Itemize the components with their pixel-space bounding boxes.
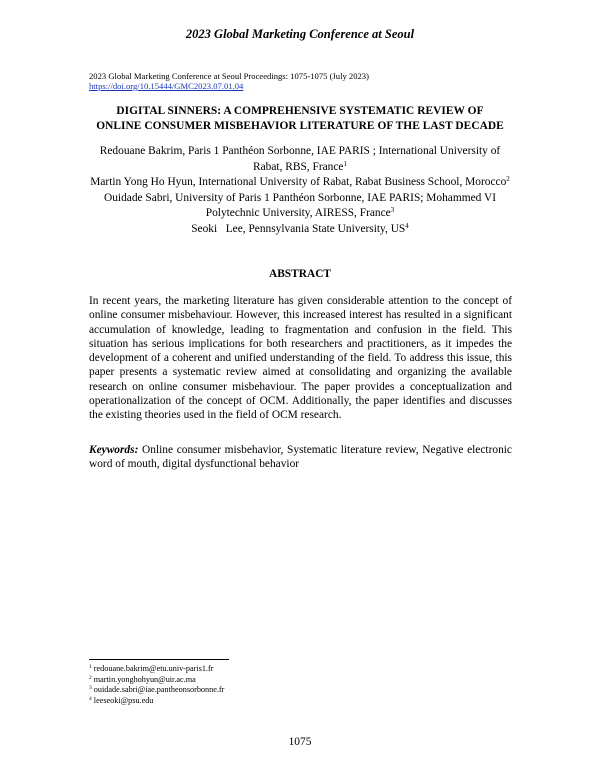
paper-title-line-1: DIGITAL SINNERS: A COMPREHENSIVE SYSTEMATIC REVIEW OF xyxy=(116,105,484,117)
footnote-email: martin.yonghohyun@uir.ac.ma xyxy=(91,674,196,684)
footnote-email: leeseoki@psu.edu xyxy=(91,695,154,705)
footnote-email: redouane.bakrim@etu.univ-paris1.fr xyxy=(91,664,214,673)
proceedings-citation: 2023 Global Marketing Conference at Seoul Proceedings: 1075-1075 (July 2023) xyxy=(89,71,369,81)
keywords-label: Keywords: xyxy=(89,444,139,456)
author-affiliation: Martin Yong Ho Hyun, International University of Rabat, Rabat Business School, Morocco xyxy=(90,176,507,189)
author-entry xyxy=(85,175,515,191)
author-affiliation: Seoki Lee, Pennsylvania State University, US xyxy=(191,222,406,235)
author-entry xyxy=(85,222,515,238)
footnote-divider xyxy=(89,659,229,660)
author-affiliation: Ouidade Sabri, University of Paris 1 Panthéon Sorbonne, IAE PARIS; Mohammed VI Polytechnic University, AIRESS, France xyxy=(104,191,496,220)
author-entry xyxy=(85,191,515,222)
footnote-mark: 4 xyxy=(405,221,409,230)
footnotes xyxy=(89,664,224,706)
footnote-email: ouidade.sabri@iae.pantheonsorbonne.fr xyxy=(91,685,225,695)
footnote-item xyxy=(89,675,224,686)
abstract-heading: ABSTRACT xyxy=(268,268,332,280)
footnote-number: 2 xyxy=(89,674,92,681)
abstract-body: In recent years, the marketing literature has given considerable attention to the concept of online consumer misbehaviour. However, this increased interest has resulted in a significant accumulation of knowledge, leading to fragmentation and confusion in the field. This situation has serious implications for both researchers and practitioners, as it impedes the development of a coherent and unified understanding of the field. To address this issue, this paper presents a systematic review aimed at consolidating and organizing the available research on online consumer misbehaviour. The paper provides a conceptualization and operationalization of the concept of OCM. Additionally, the paper identifies and discusses the existing theories used in the field of OCM research. xyxy=(89,295,512,422)
author-entry xyxy=(85,144,515,175)
page-number: 1075 xyxy=(288,736,312,748)
paper-title xyxy=(80,104,520,133)
footnote-mark: 2 xyxy=(506,175,510,184)
keywords-paragraph xyxy=(89,443,512,472)
author-list xyxy=(85,144,515,238)
footnote-mark: 1 xyxy=(343,159,347,168)
footnote-mark: 3 xyxy=(390,206,395,215)
footnote-item xyxy=(89,696,224,707)
keywords-text: Online consumer misbehavior, Systematic literature review, Negative electronic word of mouth, digital dysfunctional behavior xyxy=(89,444,512,471)
footnote-number: 4 xyxy=(89,695,92,702)
conference-header: 2023 Global Marketing Conference at Seoul xyxy=(185,27,415,41)
footnote-item xyxy=(89,685,224,696)
footnote-item xyxy=(89,664,224,675)
footnote-number: 1 xyxy=(89,664,92,670)
paper-title-line-2: ONLINE CONSUMER MISBEHAVIOR LITERATURE OF THE LAST DECADE xyxy=(96,119,504,132)
doi-link[interactable]: https://doi.org/10.15444/GMC2023.07.01.04 xyxy=(89,81,244,91)
author-affiliation: Redouane Bakrim, Paris 1 Panthéon Sorbonne, IAE PARIS ; International University of Rabat, RBS, France xyxy=(99,145,501,173)
footnote-number: 3 xyxy=(89,685,92,692)
